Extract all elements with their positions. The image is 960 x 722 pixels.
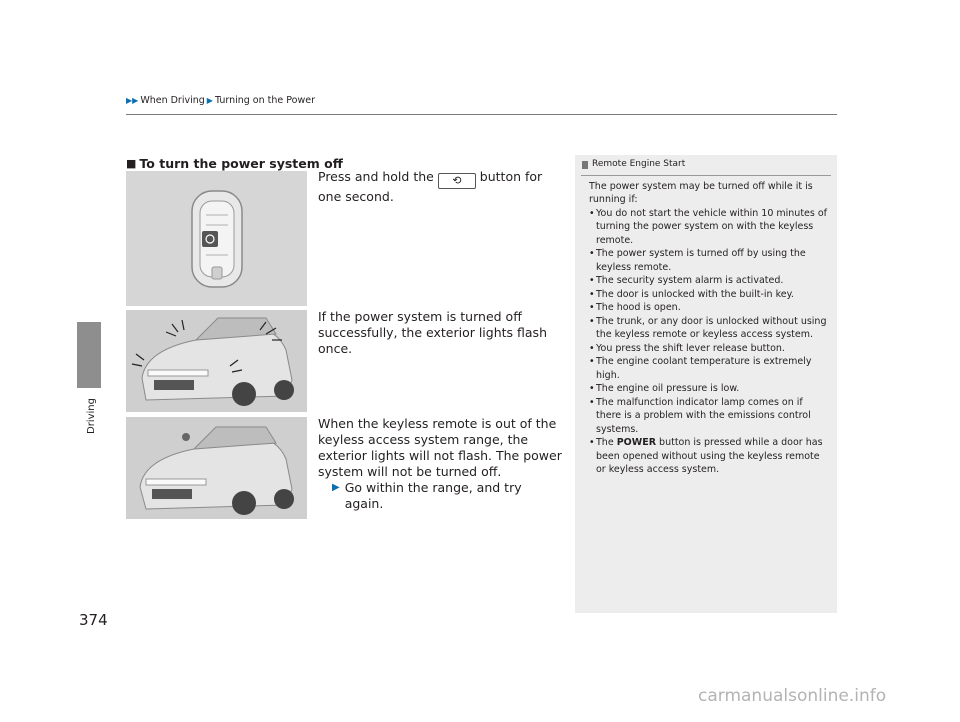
note-marker-icon bbox=[582, 161, 588, 169]
instruction-out-of-range bbox=[318, 416, 564, 512]
list-item: • The trunk, or any door is unlocked without using the keyless remote or keyless access system. bbox=[589, 315, 827, 340]
breadcrumb-arrow-icon: ▶▶ bbox=[126, 96, 139, 105]
note-title bbox=[582, 158, 837, 172]
list-item: • You do not start the vehicle within 10 minutes of turning the power system on with the keyless remote. bbox=[589, 207, 828, 246]
note-body bbox=[575, 180, 837, 477]
list-item: • The door is unlocked with the built-in key. bbox=[589, 288, 794, 300]
list-item: • The hood is open. bbox=[589, 302, 681, 313]
chapter-label: Driving bbox=[86, 398, 97, 434]
page-number: 374 bbox=[79, 611, 108, 629]
list-item: • You press the shift lever release button. bbox=[589, 342, 785, 354]
car-no-flash-illustration bbox=[126, 417, 307, 519]
watermark: carmanualsonline.info bbox=[698, 686, 887, 706]
heading-marker: ■ bbox=[126, 157, 137, 170]
instruction-text: button for one second. bbox=[318, 169, 543, 204]
instruction-press-button bbox=[318, 169, 564, 205]
list-item: • The engine oil pressure is low. bbox=[589, 383, 740, 394]
breadcrumb-arrow-icon: ▶ bbox=[206, 96, 213, 105]
heading-title: To turn the power system off bbox=[139, 156, 343, 171]
breadcrumb-section[interactable]: When Driving bbox=[140, 95, 205, 106]
key-fob-illustration bbox=[126, 171, 307, 306]
list-item: • The engine coolant temperature is extremely high. bbox=[589, 356, 812, 381]
note-intro: The power system may be turned off while it is running if: bbox=[589, 180, 813, 205]
breadcrumb-topic[interactable]: Turning on the Power bbox=[214, 95, 315, 106]
instruction-text: Press and hold the bbox=[318, 169, 438, 184]
breadcrumb bbox=[126, 95, 315, 106]
instruction-text: When the keyless remote is out of the keyless access system range, the exterior lights will not flash. The power system will not be turned off. bbox=[318, 416, 562, 479]
note-divider bbox=[581, 175, 831, 176]
instruction-lights-flash: If the power system is turned off successfully, the exterior lights flash once. bbox=[318, 309, 547, 356]
list-item: • The malfunction indicator lamp comes on if there is a problem with the emissions control systems. bbox=[589, 396, 811, 435]
power-button-icon: ⟲ bbox=[438, 173, 476, 189]
list-item: • The security system alarm is activated. bbox=[589, 275, 784, 286]
section-heading bbox=[126, 156, 343, 171]
action-step bbox=[332, 480, 564, 512]
action-arrow-icon: ▶ bbox=[332, 482, 340, 493]
action-text: Go within the range, and try again. bbox=[344, 480, 522, 511]
note-list bbox=[589, 207, 829, 477]
note-title-text: Remote Engine Start bbox=[592, 159, 686, 169]
header-divider bbox=[126, 114, 837, 115]
car-lights-flash-illustration bbox=[126, 310, 307, 412]
chapter-tab bbox=[77, 322, 101, 388]
list-item: • The power system is turned off by using the keyless remote. bbox=[589, 248, 806, 273]
note-sidebar bbox=[575, 155, 837, 613]
list-item: • The POWER button is pressed while a door has been opened without using the keyless remote or keyless access system. bbox=[589, 437, 823, 475]
